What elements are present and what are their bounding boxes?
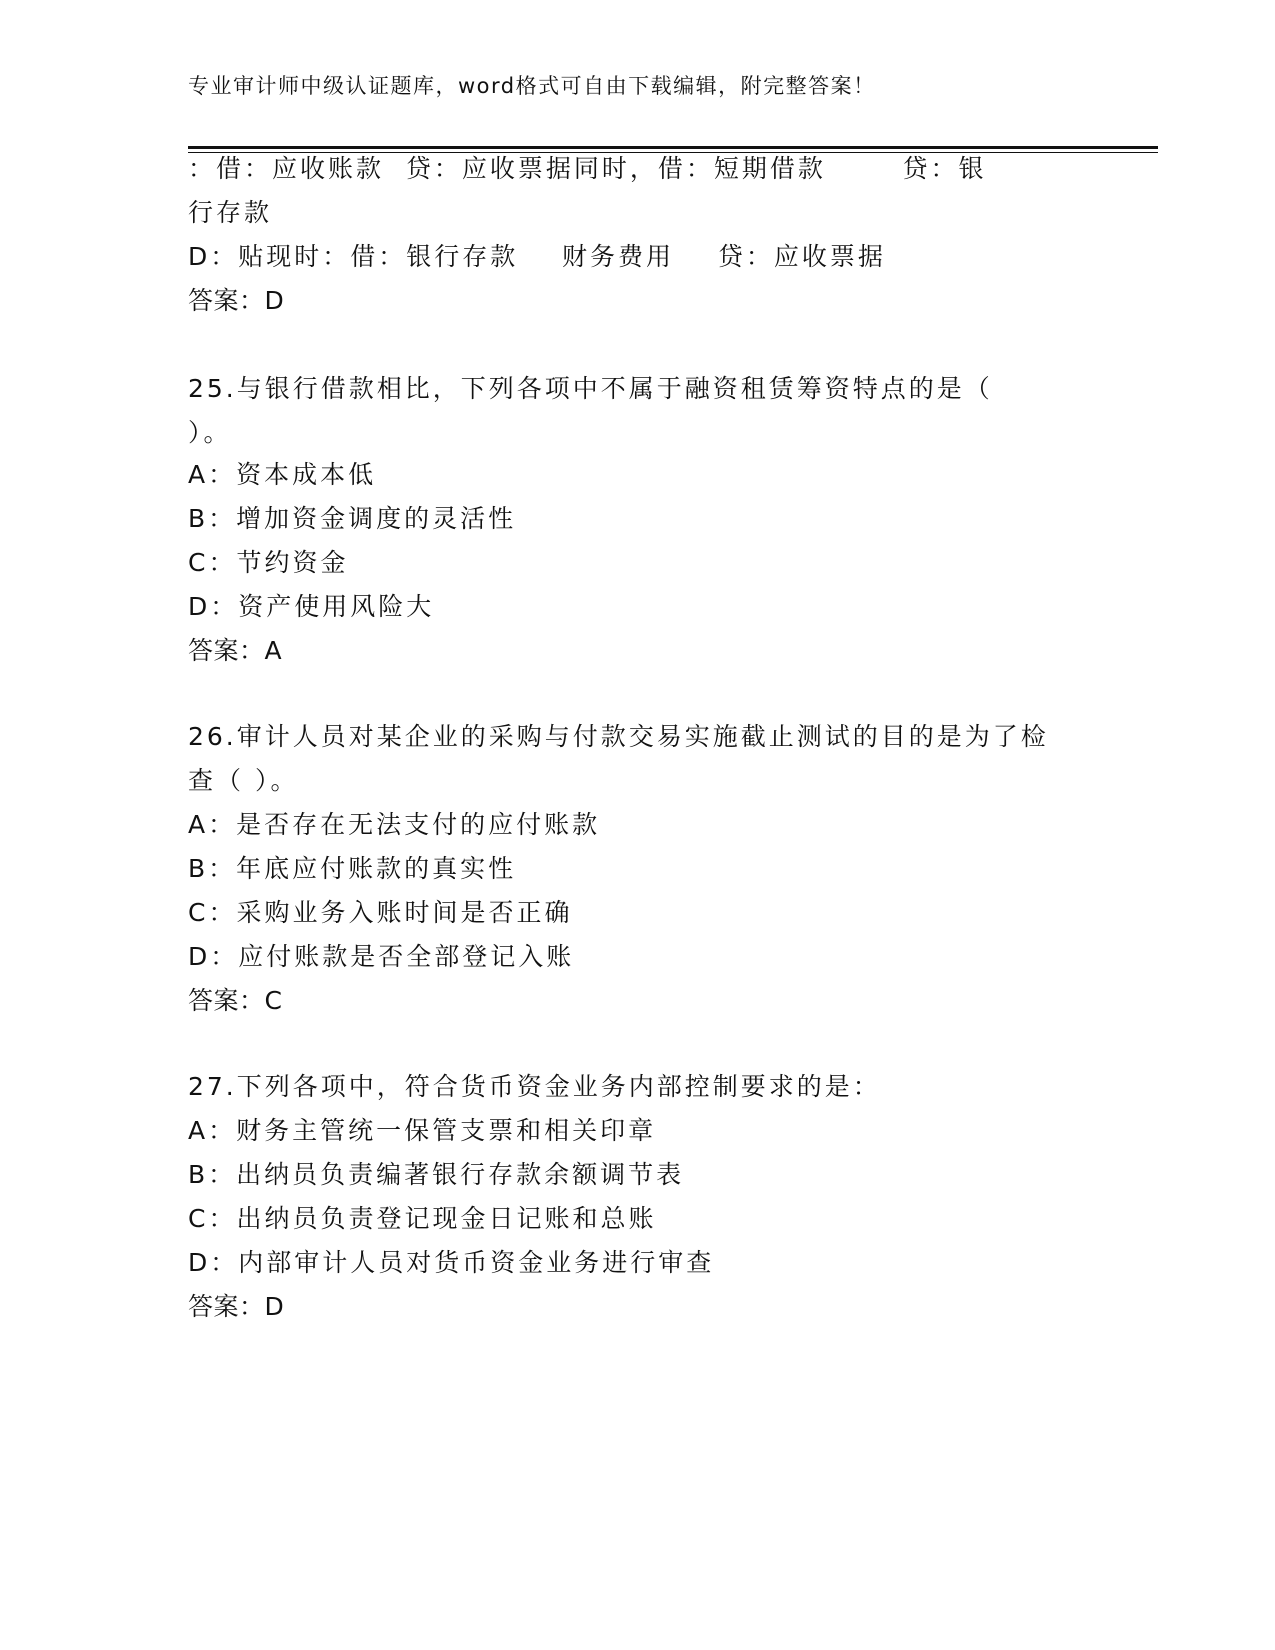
question-25-option-d: D：资产使用风险大	[188, 592, 435, 621]
question-27-option-d: D：内部审计人员对货币资金业务进行审查	[188, 1248, 715, 1277]
page-header: 专业审计师中级认证题库，word格式可自由下载编辑，附完整答案！	[188, 74, 876, 98]
question-26-stem-line2: 查（ ）。	[188, 766, 299, 795]
prev-question-option-d: D：贴现时：借：银行存款 财务费用 贷：应收票据	[188, 242, 886, 271]
prev-question-option-c-line2: 行存款	[188, 198, 273, 227]
prev-question-answer: 答案：D	[188, 286, 285, 315]
question-25-stem-line2: ）。	[188, 418, 232, 447]
question-25-option-b: B：增加资金调度的灵活性	[188, 504, 517, 533]
question-27-answer: 答案：D	[188, 1292, 285, 1321]
prev-question-option-c-line1: ：借：应收账款 贷：应收票据同时，借：短期借款 贷：银	[188, 154, 987, 183]
question-25-option-c: C：节约资金	[188, 548, 349, 577]
question-27-option-a: A：财务主管统一保管支票和相关印章	[188, 1116, 657, 1145]
question-26-option-c: C：采购业务入账时间是否正确	[188, 898, 573, 927]
question-26-stem-line1: 26.审计人员对某企业的采购与付款交易实施截止测试的目的是为了检	[188, 722, 1049, 751]
question-25-answer: 答案：A	[188, 636, 283, 665]
question-26-option-d: D：应付账款是否全部登记入账	[188, 942, 575, 971]
question-27-option-b: B：出纳员负责编著银行存款余额调节表	[188, 1160, 685, 1189]
question-25-stem-line1: 25.与银行借款相比，下列各项中不属于融资租赁筹资特点的是（	[188, 374, 993, 403]
question-26-answer: 答案：C	[188, 986, 283, 1015]
question-25-option-a: A：资本成本低	[188, 460, 377, 489]
question-26-option-a: A：是否存在无法支付的应付账款	[188, 810, 601, 839]
question-27-option-c: C：出纳员负责登记现金日记账和总账	[188, 1204, 657, 1233]
question-26-option-b: B：年底应付账款的真实性	[188, 854, 517, 883]
header-divider	[188, 146, 1158, 153]
question-27-stem: 27.下列各项中，符合货币资金业务内部控制要求的是：	[188, 1072, 881, 1101]
